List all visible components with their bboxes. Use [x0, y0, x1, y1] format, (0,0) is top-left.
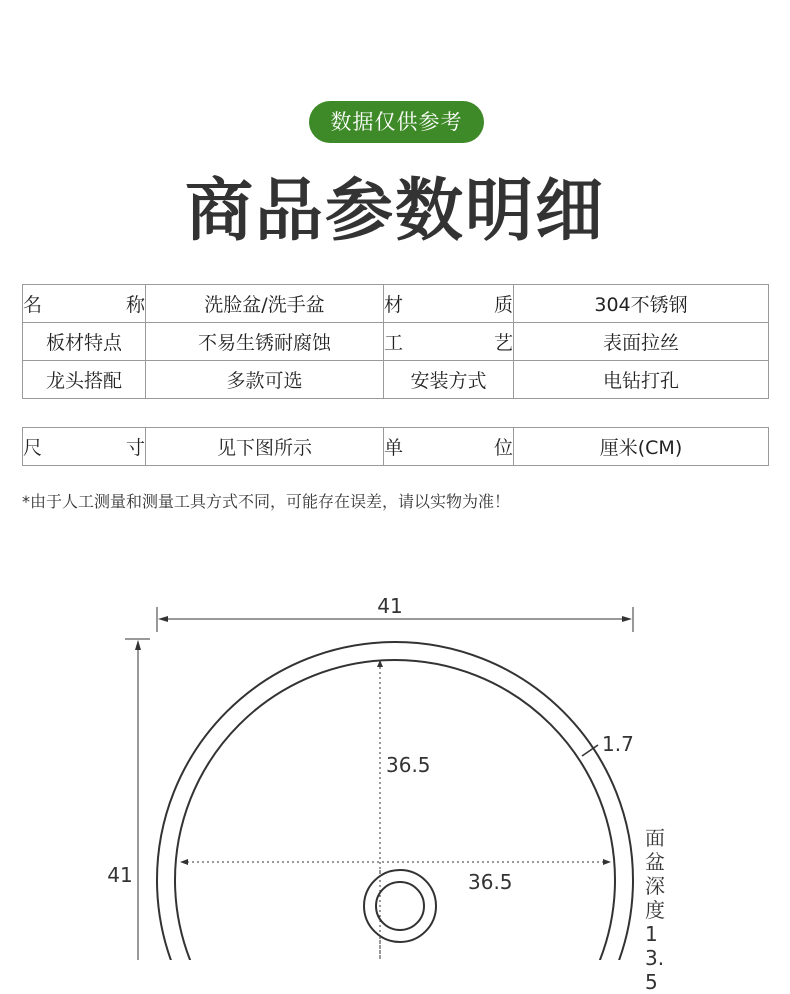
- spec-table: [22, 284, 769, 399]
- arrow-left-icon: [158, 616, 168, 622]
- drain-outer-ring: [364, 870, 436, 942]
- table-row: [23, 361, 769, 399]
- basin-depth-label: 面盆深度13.5: [645, 826, 665, 994]
- page-title: 商品参数明细: [184, 172, 605, 251]
- spec-label: 龙头搭配: [23, 361, 146, 399]
- table-row: [23, 428, 769, 466]
- table-row: [23, 285, 769, 323]
- reference-badge: 数据仅供参考: [309, 101, 484, 143]
- spec-label: 安装方式: [384, 361, 514, 399]
- table-row: [23, 323, 769, 361]
- spec-value: 304不锈钢: [514, 285, 769, 323]
- spec-value: 电钻打孔: [514, 361, 769, 399]
- size-table: [22, 427, 769, 466]
- spec-value: 表面拉丝: [514, 323, 769, 361]
- inner-horizontal-label: 36.5: [468, 870, 513, 894]
- spec-value: 不易生锈耐腐蚀: [146, 323, 384, 361]
- spec-value: 多款可选: [146, 361, 384, 399]
- rim-thickness-label: 1.7: [602, 732, 634, 756]
- arrow-right-icon: [603, 859, 611, 865]
- height-label: 41: [107, 863, 133, 887]
- spec-label: 名称: [23, 285, 146, 323]
- arrow-up-icon: [135, 640, 141, 650]
- basin-dimension-diagram: [0, 520, 790, 960]
- spec-label: 尺寸: [23, 428, 146, 466]
- measurement-note: *由于人工测量和测量工具方式不同，可能存在误差，请以实物为准！: [22, 492, 511, 511]
- arrow-left-icon: [180, 859, 188, 865]
- spec-label: 板材特点: [23, 323, 146, 361]
- spec-label: 工艺: [384, 323, 514, 361]
- spec-label: 材质: [384, 285, 514, 323]
- spec-value: 洗脸盆/洗手盆: [146, 285, 384, 323]
- width-label: 41: [377, 594, 403, 618]
- spec-label: 单位: [384, 428, 514, 466]
- spec-value: 厘米(CM): [514, 428, 769, 466]
- inner-vertical-label: 36.5: [386, 753, 431, 777]
- arrow-right-icon: [622, 616, 632, 622]
- spec-value: 见下图所示: [146, 428, 384, 466]
